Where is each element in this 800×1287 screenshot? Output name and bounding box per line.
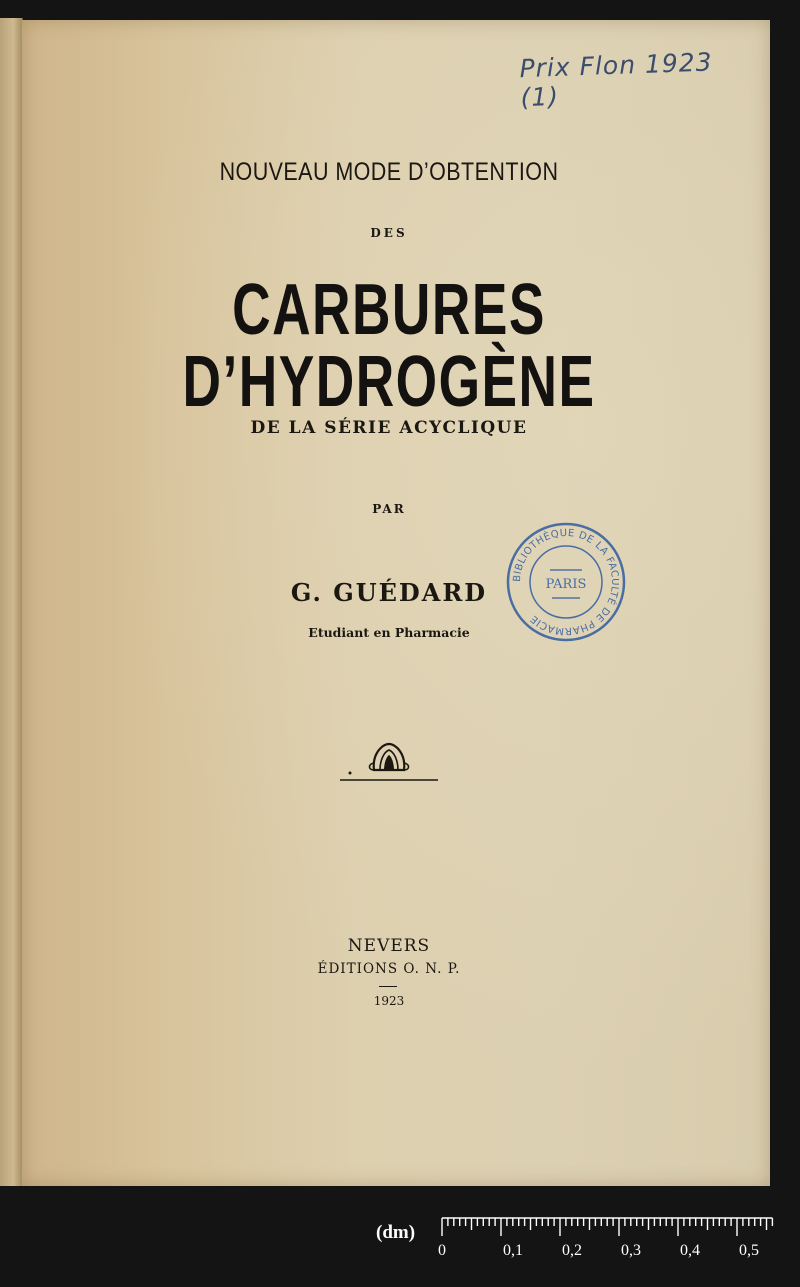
handwritten-annotation: Prix Flon 1923 (1) [519,47,714,113]
ruler-tick-label: 0,3 [621,1242,641,1259]
ruler-tick-label: 0 [438,1242,446,1259]
publisher: ÉDITIONS O. N. P. [317,961,461,977]
stamp-ring-text: BIBLIOTHÈQUE DE LA FACULTÉ DE PHARMACIE [511,527,621,637]
library-stamp [504,520,628,644]
ruler-tick-label: 0,1 [503,1242,523,1259]
author-name: G. GUÉDARD [290,578,488,607]
title-line-1: NOUVEAU MODE D’OBTENTION [219,158,559,186]
title-des: DES [370,226,408,240]
subtitle: DE LA SÉRIE ACYCLIQUE [250,418,528,438]
main-title: CARBURES D’HYDROGÈNE [182,270,596,422]
scale-unit-label: (dm) [376,1222,416,1243]
ruler-tick-label: 0,5 [739,1242,759,1259]
ruler-tick-label: 0,4 [680,1242,700,1259]
stamp-center-text: PARIS [545,577,587,592]
publication-year: 1923 [373,994,405,1008]
by-label: PAR [372,502,406,516]
imprint-divider [379,986,397,987]
ruler-tick-label: 0,2 [562,1242,582,1259]
measurement-ruler [434,1215,774,1275]
title-page [22,20,770,1186]
publication-city: NEVERS [347,936,431,956]
book-spine-edge [0,18,23,1186]
author-role: Etudiant en Pharmacie [308,625,470,640]
printer-ornament-icon [338,740,440,784]
